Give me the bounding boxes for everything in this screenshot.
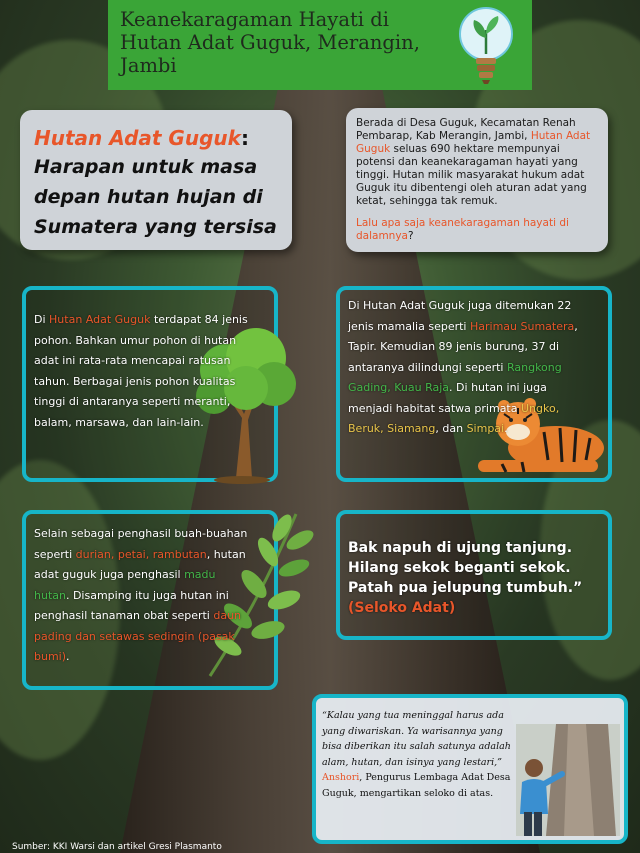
flora-text: Di Hutan Adat Guguk terdapat 84 jenis pohon. Bahkan umur pohon di hutan adat ini rata-rata mencapai ratusan tahun. Berbagai jenis pohon kualitas tinggi di antaranya seperti meranti, balam, marsawa, dan lain-lain.: [34, 313, 248, 429]
quote-text: “Kalau yang tua meninggal harus ada yang diwariskan. Ya warisannya yang bisa diberikan itu salah satunya adalah alam, hutan, dan isinya yang lestari,” Anshori, Pengurus Lembaga Adat Desa Guguk, mengartikan seloko di atas.: [322, 710, 511, 799]
title-highlight: Hutan Adat Guguk: [34, 126, 241, 150]
source-footnote: Sumber: KKI Warsi dan artikel Gresi Plasmanto: [12, 842, 222, 852]
seloko-text: Bak napuh di ujung tanjung. Hilang sekok beganti sekok. Patah pua jelupung tumbuh.” (Seloko Adat): [348, 538, 598, 618]
fauna-text: Di Hutan Adat Guguk juga ditemukan 22 jenis mamalia seperti Harimau Sumatera, Tapir. Kemudian 89 jenis burung, 37 di antaranya dilindungi seperti Rangkong Gading, Kuau Raja. Di hutan ini juga menjadi habitat satwa primata Ungko, Beruk, Siamang, dan Simpai.: [348, 299, 578, 435]
page-title: Keanekaragaman Hayati di Hutan Adat Guguk, Merangin, Jambi: [120, 8, 420, 77]
title-card: Hutan Adat Guguk: Harapan untuk masa depan hutan hujan di Sumatera yang tersisa: [20, 110, 292, 250]
lightbulb-plant-icon: [454, 4, 518, 86]
medicinal-text: Selain sebagai penghasil buah-buahan seperti durian, petai, rambutan, hutan adat guguk juga penghasil madu hutan. Disamping itu juga hutan ini penghasil tanaman obat seperti daun pading dan setawas sedingin (pasak bumi).: [34, 527, 248, 663]
header-banner: [108, 0, 532, 90]
intro-text: Berada di Desa Guguk, Kecamatan Renah Pembarap, Kab Merangin, Jambi, Hutan Adat Guguk seluas 690 hektare mempunyai potensi dan keanekaragaman hayati yang tinggi. Hutan milik masyarakat hukum adat Guguk itu dibentengi oleh aturan adat yang ketat, sehingga tak remuk.: [356, 117, 591, 207]
title-subtitle: Harapan untuk masa depan hutan hujan di Sumatera yang tersisa: [34, 156, 277, 238]
seloko-source: (Seloko Adat): [348, 600, 456, 616]
intro-question: Lalu apa saja keanekaragaman hayati di dalamnya?: [356, 217, 569, 242]
person-photo: [516, 724, 620, 836]
intro-card: [346, 108, 608, 252]
